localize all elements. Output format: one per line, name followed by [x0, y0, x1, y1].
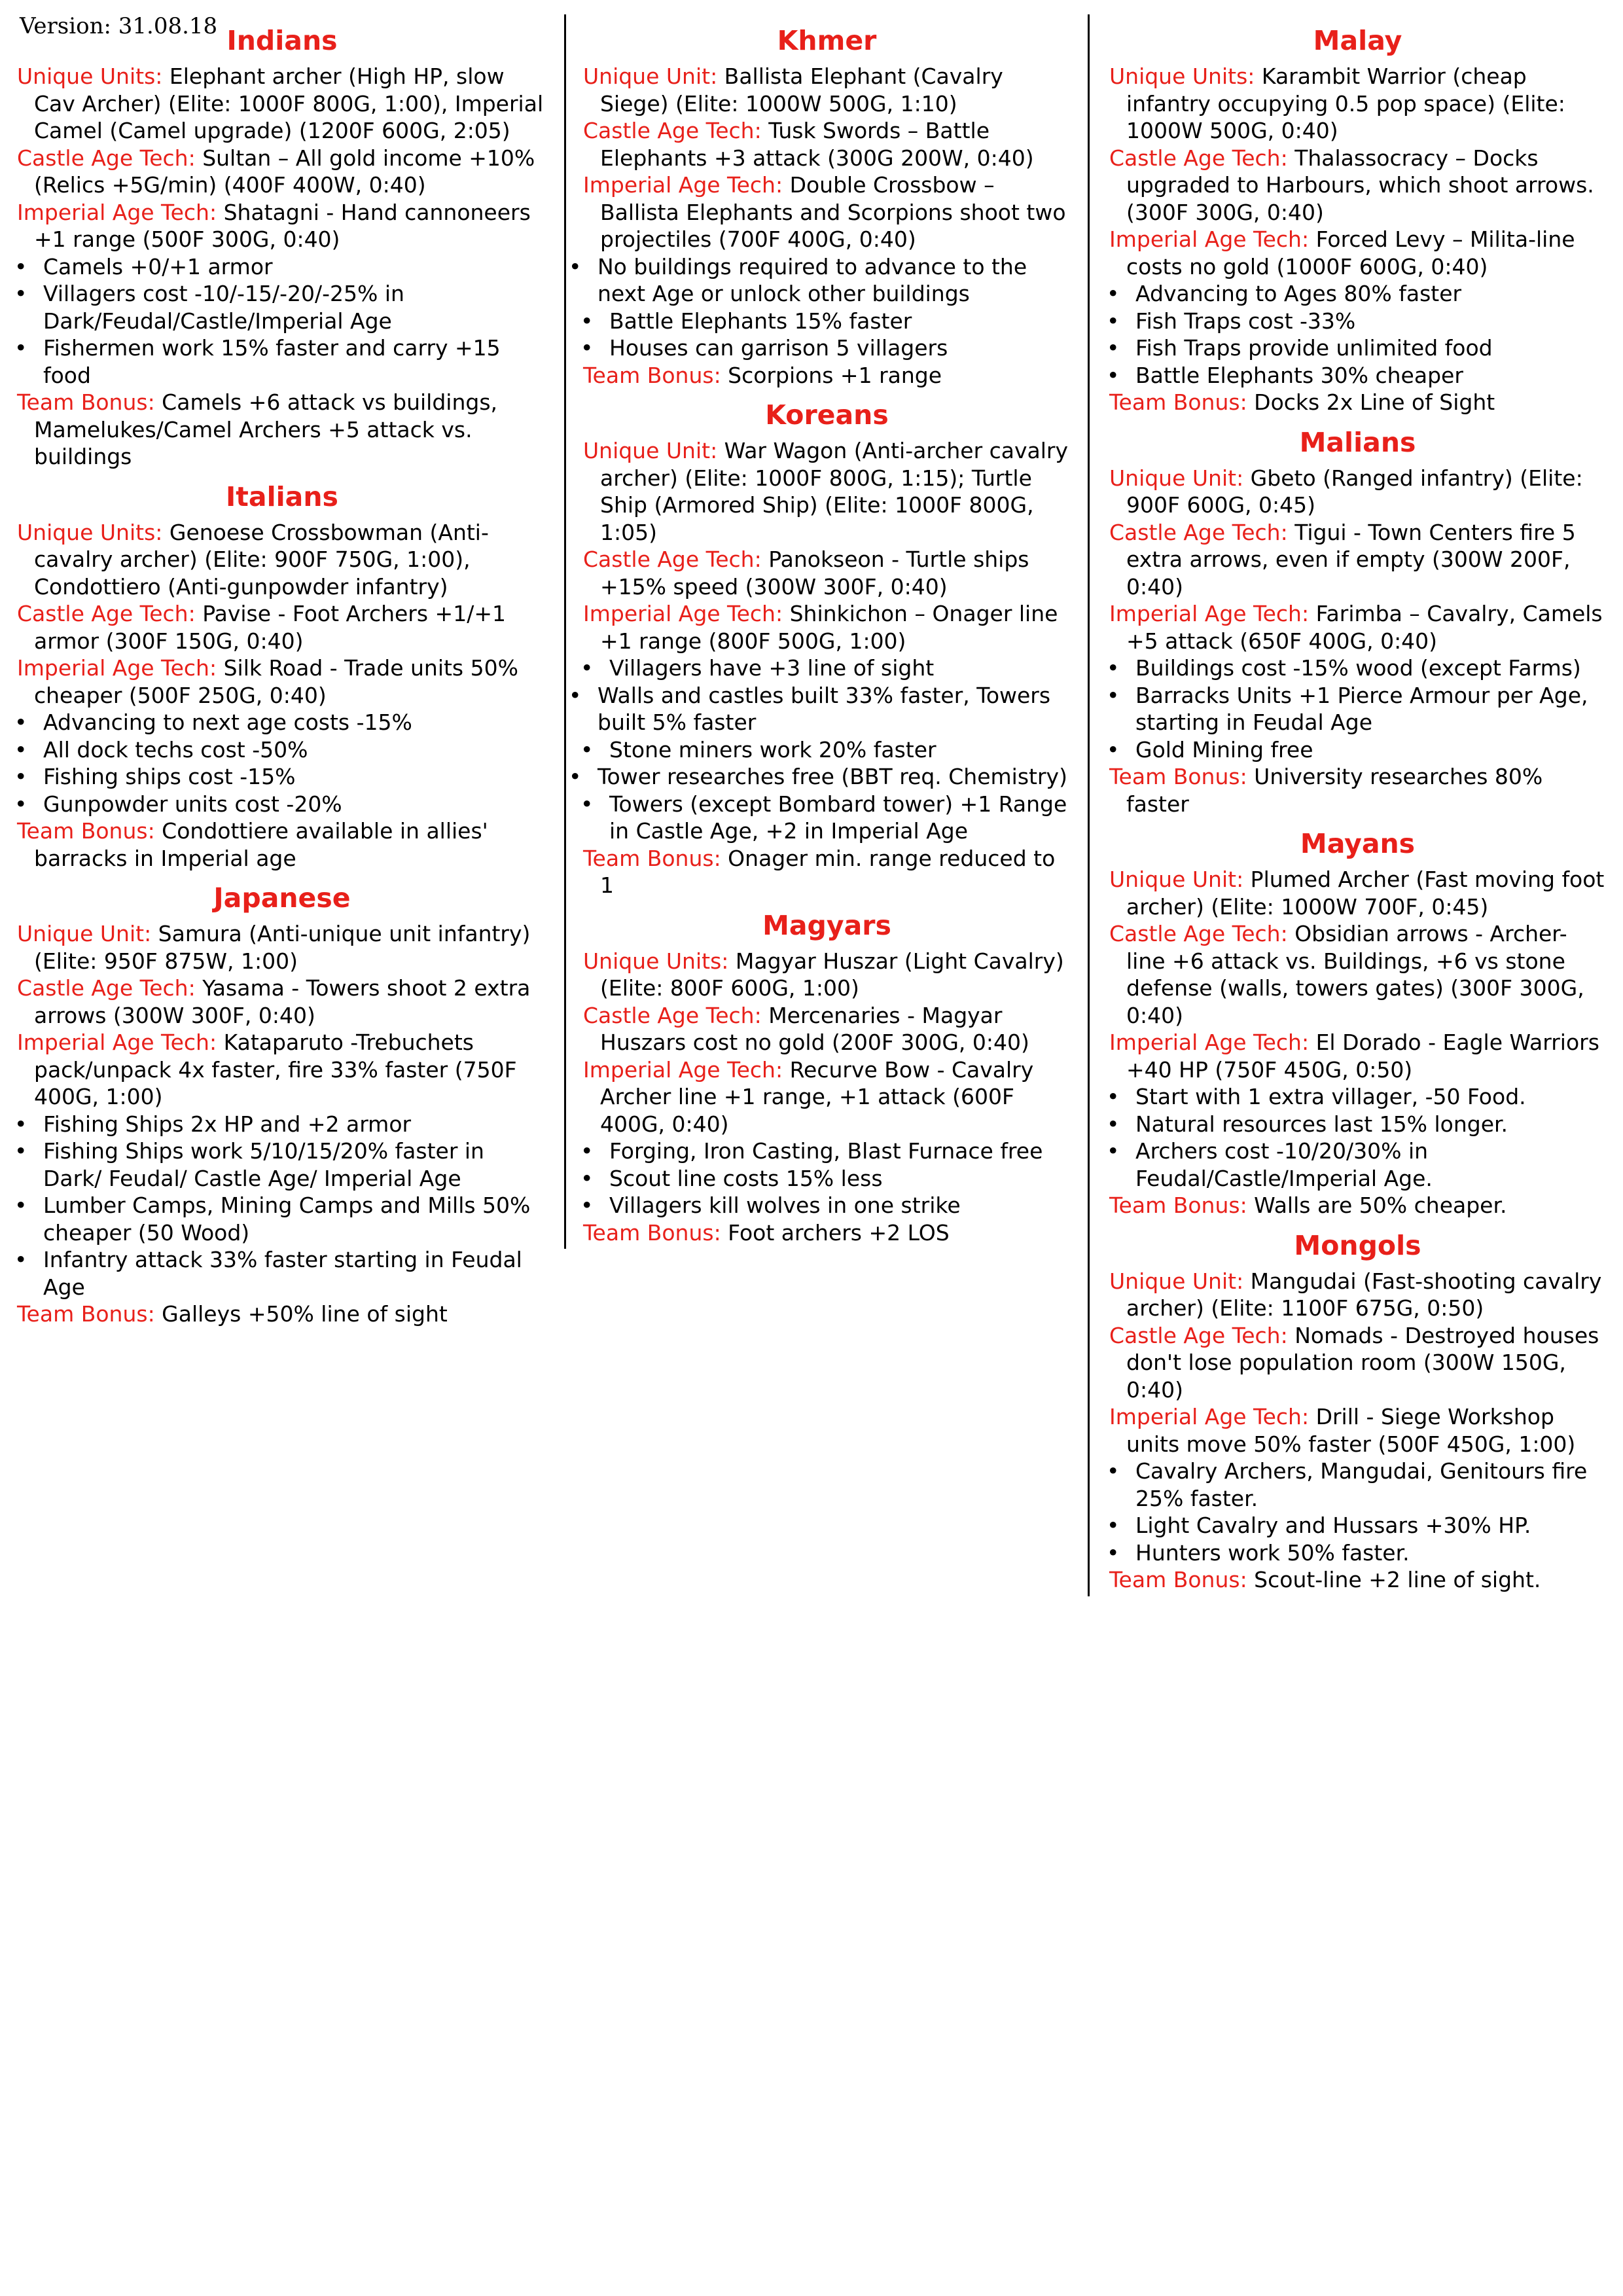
entry-label: Team Bonus: — [1109, 389, 1247, 415]
civ-entry — [583, 117, 1071, 171]
civ-title: Indians — [226, 25, 338, 56]
civ-entry — [17, 655, 547, 709]
list-item: • Towers (except Bombard tower) +1 Range in Castle Age, +2 in Imperial Age — [583, 791, 1071, 845]
entry-label: Team Bonus: — [1109, 764, 1247, 789]
entry-text: Scout-line +2 line of sight. — [1247, 1567, 1541, 1592]
entry-text: Shinkichon – Onager line +1 range (800F 500G, 1:00) — [600, 601, 1058, 654]
entry-text: El Dorado - Eagle Warriors +40 HP (750F 450G, 0:50) — [1126, 1030, 1599, 1083]
list-item: • Archers cost -10/20/30% in Feudal/Castle/Imperial Age. — [1109, 1138, 1606, 1192]
civ-block-japanese — [17, 881, 547, 1328]
civ-bonus-list — [17, 709, 547, 817]
list-item: • Tower researches free (BBT req. Chemistry) — [583, 763, 1071, 791]
entry-text: Condottiere available in allies' barracks in Imperial age — [34, 818, 488, 871]
list-item: • Villagers have +3 line of sight — [583, 655, 1071, 682]
list-item: • Fishing Ships 2x HP and +2 armor — [17, 1111, 547, 1138]
list-item: • Gold Mining free — [1109, 736, 1606, 764]
entry-label: Team Bonus: — [1109, 1193, 1247, 1218]
civ-entry — [583, 948, 1071, 1002]
civ-bonus-list — [17, 1111, 547, 1301]
list-item: • No buildings required to advance to the next Age or unlock other buildings — [583, 253, 1071, 308]
entry-text: Gbeto (Ranged infantry) (Elite: 900F 600G, 0:45) — [1126, 465, 1583, 518]
civ-entry — [1109, 1403, 1606, 1458]
entry-label: Castle Age Tech: — [1109, 921, 1288, 946]
entry-label: Imperial Age Tech: — [17, 199, 217, 225]
columns-container — [17, 14, 1606, 1596]
civ-entry — [17, 63, 547, 145]
list-item: • Camels +0/+1 armor — [17, 253, 547, 281]
civ-block-italians — [17, 480, 547, 872]
entry-label: Team Bonus: — [17, 389, 155, 415]
list-item: • Villagers cost -10/-15/-20/-25% in Dark/Feudal/Castle/Imperial Age — [17, 280, 547, 334]
entry-label: Imperial Age Tech: — [1109, 601, 1310, 626]
civ-entry — [1109, 145, 1606, 226]
entry-label: Unique Unit: — [1109, 465, 1244, 491]
entry-label: Imperial Age Tech: — [1109, 1030, 1310, 1055]
civ-entry — [583, 171, 1071, 253]
column-2 — [564, 14, 1088, 1249]
civ-bonus-list — [583, 655, 1071, 845]
civ-title: Khmer — [777, 25, 877, 56]
civ-bonus-list — [17, 253, 547, 389]
civ-entry — [583, 546, 1071, 600]
list-item: • Barracks Units +1 Pierce Armour per Age, starting in Feudal Age — [1109, 682, 1606, 736]
list-item: • Buildings cost -15% wood (except Farms) — [1109, 655, 1606, 682]
list-item: • Fishermen work 15% faster and carry +15 food — [17, 334, 547, 389]
civ-title: Malay — [1313, 25, 1402, 56]
entry-label: Castle Age Tech: — [583, 118, 762, 143]
list-item: • Villagers kill wolves in one strike — [583, 1192, 1071, 1219]
civ-entry — [17, 600, 547, 655]
list-item: • Scout line costs 15% less — [583, 1165, 1071, 1193]
entry-text: Magyar Huszar (Light Cavalry) (Elite: 800F 600G, 1:00) — [600, 948, 1064, 1001]
civ-entry — [1109, 1268, 1606, 1322]
civ-block-malians — [1109, 425, 1606, 818]
entry-label: Unique Units: — [17, 63, 163, 89]
civ-bonus-list — [1109, 280, 1606, 389]
entry-text: Silk Road - Trade units 50% cheaper (500F 250G, 0:40) — [34, 655, 518, 708]
entry-text: Samura (Anti-unique unit infantry) (Elite: 950F 875W, 1:00) — [34, 921, 531, 974]
entry-label: Imperial Age Tech: — [1109, 226, 1310, 252]
entry-label: Team Bonus: — [17, 818, 155, 844]
civ-title: Koreans — [765, 399, 889, 431]
list-item: • Start with 1 extra villager, -50 Food. — [1109, 1083, 1606, 1111]
team-bonus — [1109, 1192, 1606, 1219]
list-item: • Houses can garrison 5 villagers — [583, 334, 1071, 362]
entry-label: Imperial Age Tech: — [17, 1030, 217, 1055]
civ-title: Mongols — [1294, 1229, 1421, 1261]
entry-text: Ballista Elephant (Cavalry Siege) (Elite: 1000W 500G, 1:10) — [600, 63, 1003, 117]
entry-label: Imperial Age Tech: — [583, 1056, 783, 1083]
entry-label: Castle Age Tech: — [17, 145, 196, 171]
civ-entry — [17, 920, 547, 975]
entry-text: Drill - Siege Workshop units move 50% faster (500F 450G, 1:00) — [1126, 1404, 1576, 1457]
entry-text: Docks 2x Line of Sight — [1247, 389, 1495, 415]
entry-text: Mercenaries - Magyar Huszars cost no gold (200F 300G, 0:40) — [600, 1002, 1029, 1055]
entry-label: Team Bonus: — [583, 845, 721, 871]
list-item: • Battle Elephants 15% faster — [583, 308, 1071, 335]
civ-title: Japanese — [213, 882, 351, 914]
civ-bonus-list — [1109, 655, 1606, 763]
entry-label: Castle Age Tech: — [1109, 145, 1288, 171]
list-item: • All dock techs cost -50% — [17, 736, 547, 764]
entry-text: Plumed Archer (Fast moving foot archer) (Elite: 1000W 700F, 0:45) — [1126, 867, 1605, 920]
civ-block-indians — [17, 24, 547, 471]
entry-label: Unique Units: — [583, 948, 729, 974]
entry-text: Farimba – Cavalry, Camels +5 attack (650F 400G, 0:40) — [1126, 601, 1603, 654]
civ-title: Magyars — [762, 909, 891, 941]
list-item: • Stone miners work 20% faster — [583, 736, 1071, 764]
entry-text: Walls are 50% cheaper. — [1247, 1193, 1507, 1218]
entry-label: Unique Unit: — [1109, 867, 1244, 892]
entry-text: Galleys +50% line of sight — [154, 1301, 448, 1327]
civ-entry — [1109, 519, 1606, 601]
entry-text: Onager min. range reduced to 1 — [600, 845, 1056, 898]
civ-entry — [1109, 1322, 1606, 1404]
entry-label: Unique Units: — [17, 519, 163, 545]
entry-text: Shatagni - Hand cannoneers +1 range (500F 300G, 0:40) — [34, 199, 531, 252]
entry-text: University researches 80% faster — [1126, 764, 1543, 817]
entry-text: Elephant archer (High HP, slow Cav Archer) (Elite: 1000F 800G, 1:00), Imperial Camel (Camel upgrade) (1200F 600G, 2:05) — [34, 63, 544, 143]
entry-label: Team Bonus: — [17, 1301, 155, 1327]
civ-bonus-list — [1109, 1458, 1606, 1566]
list-item: • Walls and castles built 33% faster, Towers built 5% faster — [583, 682, 1071, 736]
list-item: • Hunters work 50% faster. — [1109, 1539, 1606, 1567]
list-item: • Fishing Ships work 5/10/15/20% faster in Dark/ Feudal/ Castle Age/ Imperial Age — [17, 1138, 547, 1192]
list-item: • Battle Elephants 30% cheaper — [1109, 362, 1606, 389]
team-bonus — [583, 1219, 1071, 1247]
entry-text: Camels +6 attack vs buildings, Mamelukes/Camel Archers +5 attack vs. buildings — [34, 389, 498, 469]
entry-text: Genoese Crossbowman (Anti-cavalry archer) (Elite: 900F 750G, 1:00), Condottiero (Anti-gunpowder infantry) — [34, 519, 489, 600]
entry-text: Yasama - Towers shoot 2 extra arrows (300W 300F, 0:40) — [34, 975, 531, 1028]
list-item: • Fishing ships cost -15% — [17, 763, 547, 791]
entry-text: Scorpions +1 range — [721, 362, 942, 388]
team-bonus — [17, 1300, 547, 1328]
column-3 — [1088, 14, 1606, 1596]
team-bonus — [583, 845, 1071, 899]
entry-text: Kataparuto -Trebuchets pack/unpack 4x faster, fire 33% faster (750F 400G, 1:00) — [34, 1030, 517, 1109]
civ-entry — [1109, 1029, 1606, 1083]
civ-entry — [583, 437, 1071, 546]
entry-label: Castle Age Tech: — [17, 975, 196, 1001]
civ-entry — [17, 145, 547, 199]
entry-label: Imperial Age Tech: — [17, 655, 217, 681]
entry-text: Nomads - Destroyed houses don't lose population room (300W 150G, 0:40) — [1126, 1322, 1599, 1403]
list-item: • Infantry attack 33% faster starting in Feudal Age — [17, 1246, 547, 1300]
entry-label: Unique Unit: — [1109, 1268, 1244, 1294]
civ-entry — [583, 600, 1071, 655]
civ-title: Malians — [1299, 426, 1416, 458]
team-bonus — [583, 362, 1071, 389]
civ-block-malay — [1109, 24, 1606, 416]
entry-text: Mangudai (Fast-shooting cavalry archer) (Elite: 1100F 675G, 0:50) — [1126, 1268, 1602, 1321]
civ-entry — [17, 1029, 547, 1111]
version-label: Version: 31.08.18 — [20, 13, 218, 39]
entry-label: Team Bonus: — [583, 362, 721, 388]
entry-text: Recurve Bow - Cavalry Archer line +1 range, +1 attack (600F 400G, 0:40) — [600, 1056, 1034, 1137]
entry-text: Foot archers +2 LOS — [721, 1219, 950, 1246]
civ-block-magyars — [583, 908, 1071, 1247]
civ-entry — [1109, 600, 1606, 655]
entry-text: Tigui - Town Centers fire 5 extra arrows, even if empty (300W 200F, 0:40) — [1126, 519, 1576, 600]
team-bonus — [1109, 1566, 1606, 1594]
entry-text: Thalassocracy – Docks upgraded to Harbours, which shoot arrows. (300F 300G, 0:40) — [1126, 145, 1594, 225]
civ-block-mongols — [1109, 1229, 1606, 1594]
entry-label: Castle Age Tech: — [583, 1002, 762, 1028]
civ-entry — [1109, 226, 1606, 280]
civ-title: Italians — [226, 480, 338, 512]
entry-text: Panokseon - Turtle ships +15% speed (300W 300F, 0:40) — [600, 547, 1029, 600]
civ-entry — [1109, 63, 1606, 145]
entry-label: Unique Unit: — [583, 63, 718, 89]
entry-text: Sultan – All gold income +10% (Relics +5G/min) (400F 400W, 0:40) — [34, 145, 535, 198]
list-item: • Cavalry Archers, Mangudai, Genitours fire 25% faster. — [1109, 1458, 1606, 1512]
team-bonus — [1109, 389, 1606, 416]
list-item: • Advancing to next age costs -15% — [17, 709, 547, 736]
civ-bonus-list — [583, 253, 1071, 362]
entry-label: Team Bonus: — [583, 1219, 721, 1246]
civ-block-koreans — [583, 398, 1071, 899]
entry-label: Castle Age Tech: — [1109, 519, 1288, 545]
civ-block-khmer — [583, 24, 1071, 389]
entry-label: Castle Age Tech: — [583, 547, 762, 572]
civ-bonus-list — [583, 1138, 1071, 1219]
entry-label: Unique Unit: — [583, 438, 718, 463]
entry-text: Double Crossbow – Ballista Elephants and Scorpions shoot two projectiles (700F 400G, 0:40) — [600, 172, 1066, 252]
entry-label: Unique Unit: — [17, 921, 152, 946]
team-bonus — [1109, 763, 1606, 817]
civ-bonus-list — [1109, 1083, 1606, 1192]
list-item: • Natural resources last 15% longer. — [1109, 1111, 1606, 1138]
list-item: • Gunpowder units cost -20% — [17, 791, 547, 818]
civ-title: Mayans — [1300, 828, 1416, 859]
civ-entry — [583, 63, 1071, 117]
list-item: • Fish Traps provide unlimited food — [1109, 334, 1606, 362]
team-bonus — [17, 817, 547, 872]
civ-entry — [17, 519, 547, 601]
entry-text: War Wagon (Anti-archer cavalry archer) (Elite: 1000F 800G, 1:15); Turtle Ship (Armored Ship) (Elite: 1000F 800G, 1:05) — [600, 438, 1069, 545]
entry-label: Unique Units: — [1109, 63, 1255, 89]
entry-label: Castle Age Tech: — [17, 601, 196, 626]
entry-text: Karambit Warrior (cheap infantry occupying 0.5 pop space) (Elite: 1000W 500G, 0:40) — [1126, 63, 1565, 143]
team-bonus — [17, 389, 547, 471]
entry-label: Imperial Age Tech: — [1109, 1404, 1310, 1429]
column-1 — [17, 14, 564, 1331]
entry-text: Tusk Swords – Battle Elephants +3 attack (300G 200W, 0:40) — [600, 118, 1034, 171]
list-item: • Light Cavalry and Hussars +30% HP. — [1109, 1512, 1606, 1539]
civ-entry — [1109, 866, 1606, 920]
civ-entry — [583, 1056, 1071, 1138]
list-item: • Fish Traps cost -33% — [1109, 308, 1606, 335]
civ-entry — [1109, 465, 1606, 519]
civ-entry — [17, 975, 547, 1029]
list-item: • Lumber Camps, Mining Camps and Mills 50% cheaper (50 Wood) — [17, 1192, 547, 1246]
civ-entry — [583, 1002, 1071, 1056]
entry-label: Imperial Age Tech: — [583, 601, 783, 626]
entry-text: Pavise - Foot Archers +1/+1 armor (300F 150G, 0:40) — [34, 601, 506, 654]
civ-block-mayans — [1109, 827, 1606, 1219]
entry-text: Forced Levy – Milita-line costs no gold (1000F 600G, 0:40) — [1126, 226, 1575, 279]
entry-label: Imperial Age Tech: — [583, 172, 783, 198]
entry-label: Team Bonus: — [1109, 1567, 1247, 1592]
list-item: • Forging, Iron Casting, Blast Furnace free — [583, 1138, 1071, 1165]
civ-entry — [1109, 920, 1606, 1029]
entry-label: Castle Age Tech: — [1109, 1322, 1288, 1348]
list-item: • Advancing to Ages 80% faster — [1109, 280, 1606, 308]
civ-entry — [17, 199, 547, 253]
entry-text: Obsidian arrows - Archer-line +6 attack vs. Buildings, +6 vs stone defense (walls, towers gates) (300F 300G, 0:40) — [1126, 921, 1584, 1028]
